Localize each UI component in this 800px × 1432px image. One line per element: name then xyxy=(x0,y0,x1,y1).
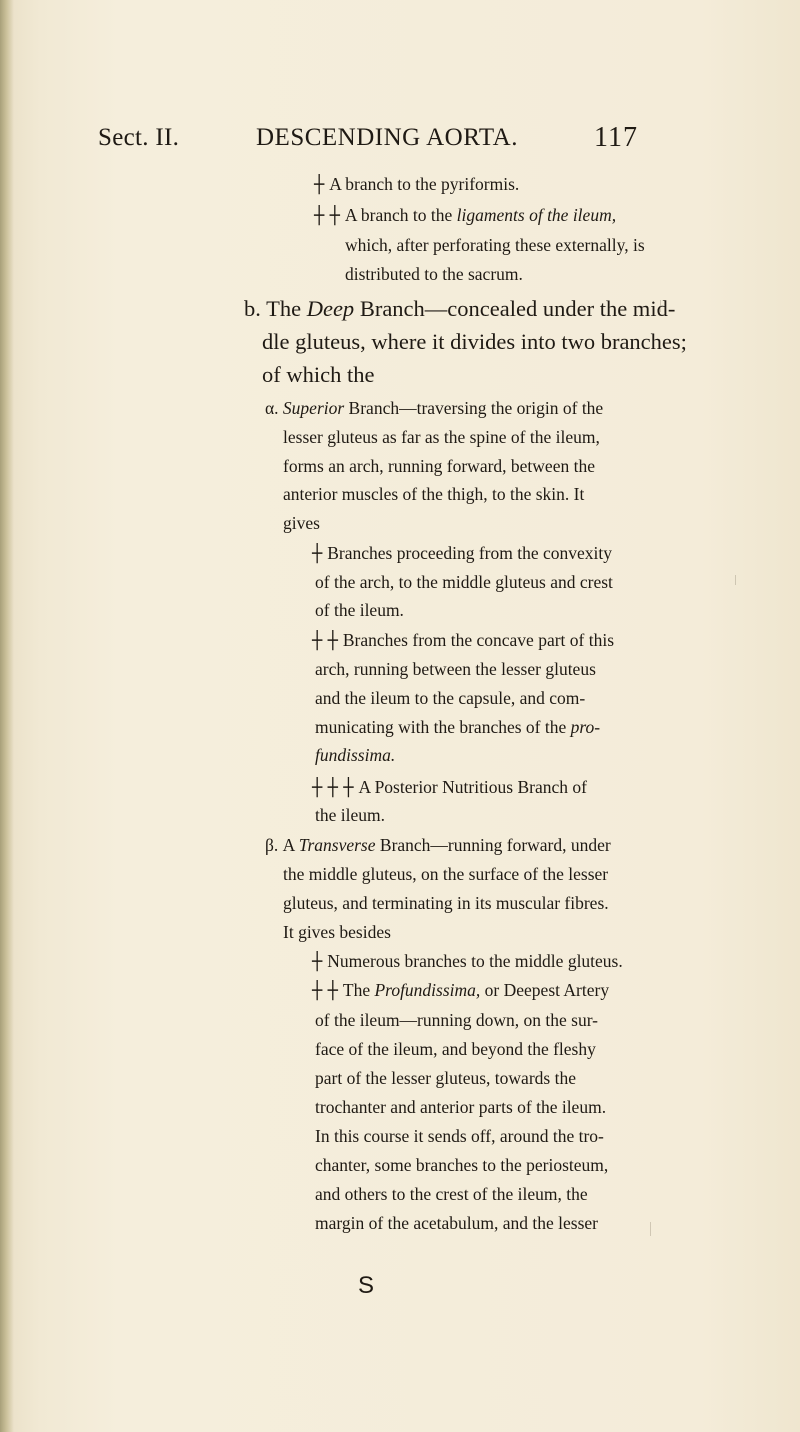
header-section: Sect. II. xyxy=(98,124,180,151)
text-line: chanter, some branches to the periosteum, xyxy=(315,1155,609,1175)
line-text: Numerous branches to the middle gluteus. xyxy=(327,951,623,971)
text-line: lesser gluteus as far as the spine of the ileum, xyxy=(283,427,600,447)
dagger-mark: ┼ xyxy=(312,544,323,564)
page-spine-shadow xyxy=(0,0,14,1432)
text-line xyxy=(312,628,614,653)
text-line: dle gluteus, where it divides into two branches; xyxy=(262,329,687,354)
line-text: The Profundissima, or Deepest Artery xyxy=(342,980,610,1000)
text-line: In this course it sends off, around the tro- xyxy=(315,1126,604,1146)
dagger-mark: ┼ xyxy=(312,952,323,972)
text-line: the middle gluteus, on the surface of the lesser xyxy=(283,864,609,884)
dagger-mark: ┼ ┼ xyxy=(314,206,340,226)
text-line: gluteus, and terminating in its muscular fibres. xyxy=(283,893,609,913)
text-line xyxy=(312,541,612,566)
dagger-mark: ┼ ┼ ┼ xyxy=(312,778,354,798)
text-line: face of the ileum, and beyond the fleshy xyxy=(315,1039,596,1059)
text-line xyxy=(312,949,623,974)
text-line: of the ileum—running down, on the sur- xyxy=(315,1010,599,1030)
header-title: DESCENDING AORTA. xyxy=(256,124,518,151)
text-line: forms an arch, running forward, between the xyxy=(283,456,595,476)
text-line: anterior muscles of the thigh, to the skin. It xyxy=(283,484,585,504)
signature-mark: S xyxy=(358,1272,375,1299)
page-number: 117 xyxy=(594,122,638,153)
text-line: which, after perforating these externally, is xyxy=(345,235,645,255)
dagger-mark: ┼ ┼ xyxy=(312,631,338,651)
paper-speck xyxy=(650,1222,651,1236)
text-line xyxy=(314,172,519,197)
text-line: the ileum. xyxy=(315,805,385,825)
text-line: α. Superior Branch—traversing the origin of the xyxy=(265,398,604,418)
line-text: Branches from the concave part of this xyxy=(342,630,615,650)
text-line: arch, running between the lesser gluteus xyxy=(315,659,596,679)
running-header xyxy=(98,124,658,164)
line-text: A branch to the ligaments of the ileum, xyxy=(344,205,617,225)
text-line: β. A Transverse Branch—running forward, under xyxy=(265,835,611,855)
dagger-mark: ┼ xyxy=(314,175,325,195)
text-line xyxy=(314,203,616,228)
text-line: part of the lesser gluteus, towards the xyxy=(315,1068,576,1088)
line-text: Branches proceeding from the convexity xyxy=(327,543,613,563)
paper-speck xyxy=(660,300,661,312)
text-line xyxy=(312,978,609,1003)
text-line: and others to the crest of the ileum, the xyxy=(315,1184,588,1204)
text-line: of which the xyxy=(262,362,375,387)
text-line: distributed to the sacrum. xyxy=(345,264,523,284)
text-line: of the ileum. xyxy=(315,600,404,620)
text-line: trochanter and anterior parts of the ileum. xyxy=(315,1097,607,1117)
paper-speck xyxy=(735,575,736,585)
text-line: and the ileum to the capsule, and com- xyxy=(315,688,586,708)
text-line: It gives besides xyxy=(283,922,391,942)
text-line: municating with the branches of the pro- xyxy=(315,717,601,737)
text-line: gives xyxy=(283,513,320,533)
dagger-mark: ┼ ┼ xyxy=(312,981,338,1001)
line-text: A branch to the pyriformis. xyxy=(329,174,520,194)
line-text: A Posterior Nutritious Branch of xyxy=(358,777,587,797)
text-line: margin of the acetabulum, and the lesser xyxy=(315,1213,598,1233)
text-line: b. The Deep Branch—concealed under the mid- xyxy=(244,296,676,321)
text-line: fundissima. xyxy=(315,745,396,765)
text-line: of the arch, to the middle gluteus and crest xyxy=(315,572,613,592)
text-line xyxy=(312,775,587,800)
